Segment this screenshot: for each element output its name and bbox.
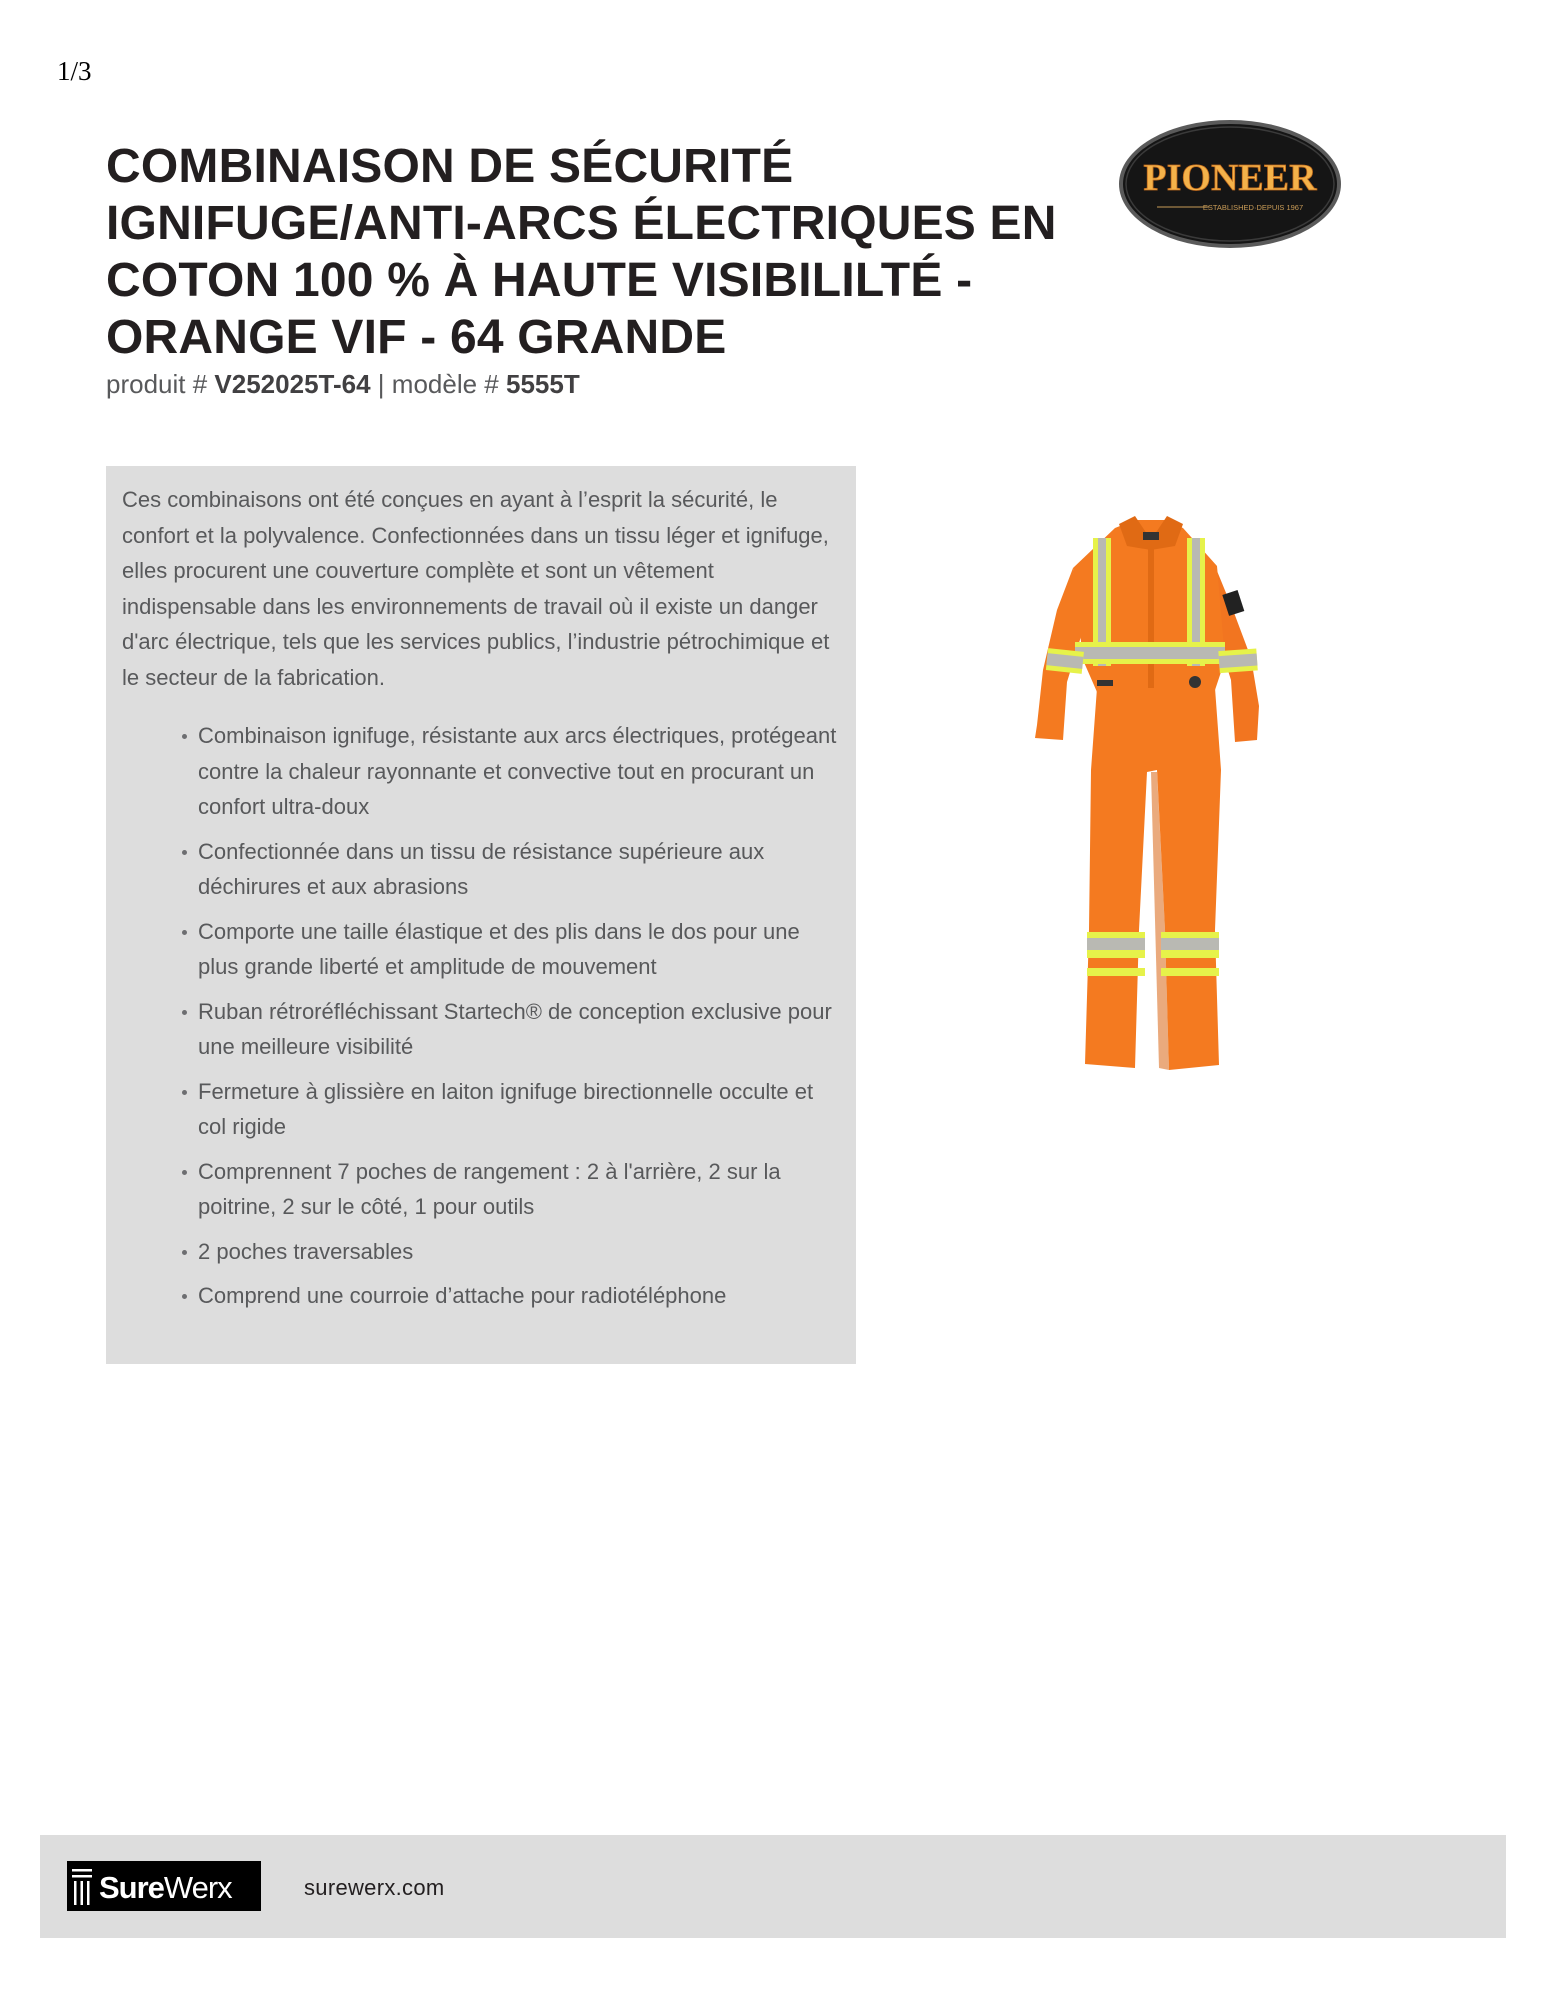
feature-item: Fermeture à glissière en laiton ignifuge birectionnelle occulte et col rigide (180, 1074, 840, 1145)
product-title-line: COTON 100 % À HAUTE VISIBILILTÉ - (106, 254, 973, 307)
feature-item: Combinaison ignifuge, résistante aux arcs électriques, protégeant contre la chaleur rayonnante et convective tout en procurant un confort ultra-doux (180, 718, 840, 825)
feature-item: 2 poches traversables (180, 1234, 840, 1270)
page-number: 1/3 (57, 56, 92, 86)
description-intro: Ces combinaisons ont été conçues en ayant à l’esprit la sécurité, le confort et la polyvalence. Confectionnées dans un tissu léger et ignifuge, elles procurent une couverture complète et sont un vêtement indispensable dans les environnements de travail où il existe un danger d'arc électrique, tels que les services publics, l’industrie pétrochimique et le secteur de la fabrication. (122, 487, 830, 690)
pioneer-logo (1117, 118, 1343, 250)
product-title-line: COMBINAISON DE SÉCURITÉ (106, 140, 794, 193)
description-box (106, 466, 856, 1364)
product-identifiers (106, 369, 580, 400)
surewerx-logo (67, 1861, 261, 1911)
model-number: 5555T (506, 369, 580, 399)
feature-list (122, 718, 840, 1314)
identifier-separator: | (377, 369, 385, 399)
product-number-label: produit # (106, 369, 208, 399)
feature-item: Comporte une taille élastique et des plis dans le dos pour une plus grande liberté et amplitude de mouvement (180, 914, 840, 985)
svg-text:ESTABLISHED·DEPUIS 1967: ESTABLISHED·DEPUIS 1967 (1202, 203, 1304, 212)
feature-item: Comprennent 7 poches de rangement : 2 à l'arrière, 2 sur la poitrine, 2 sur le côté, 1 pour outils (180, 1154, 840, 1225)
page-footer (40, 1835, 1506, 1938)
product-title-line: IGNIFUGE/ANTI-ARCS ÉLECTRIQUES EN (106, 197, 1057, 250)
feature-item: Ruban rétroréfléchissant Startech® de conception exclusive pour une meilleure visibilité (180, 994, 840, 1065)
product-title (106, 138, 1086, 366)
svg-text:PIONEER: PIONEER (1143, 157, 1317, 199)
product-number: V252025T-64 (214, 369, 371, 399)
product-title-line: ORANGE VIF - 64 GRANDE (106, 311, 727, 364)
feature-item: Comprend une courroie d’attache pour radiotéléphone (180, 1278, 840, 1314)
model-number-label: modèle # (391, 369, 499, 399)
feature-item: Confectionnée dans un tissu de résistance supérieure aux déchirures et aux abrasions (180, 834, 840, 905)
footer-website-link[interactable]: surewerx.com (304, 1875, 445, 1900)
svg-text:SureWerx: SureWerx (99, 1870, 232, 1905)
coverall-product-image (1035, 510, 1275, 1080)
